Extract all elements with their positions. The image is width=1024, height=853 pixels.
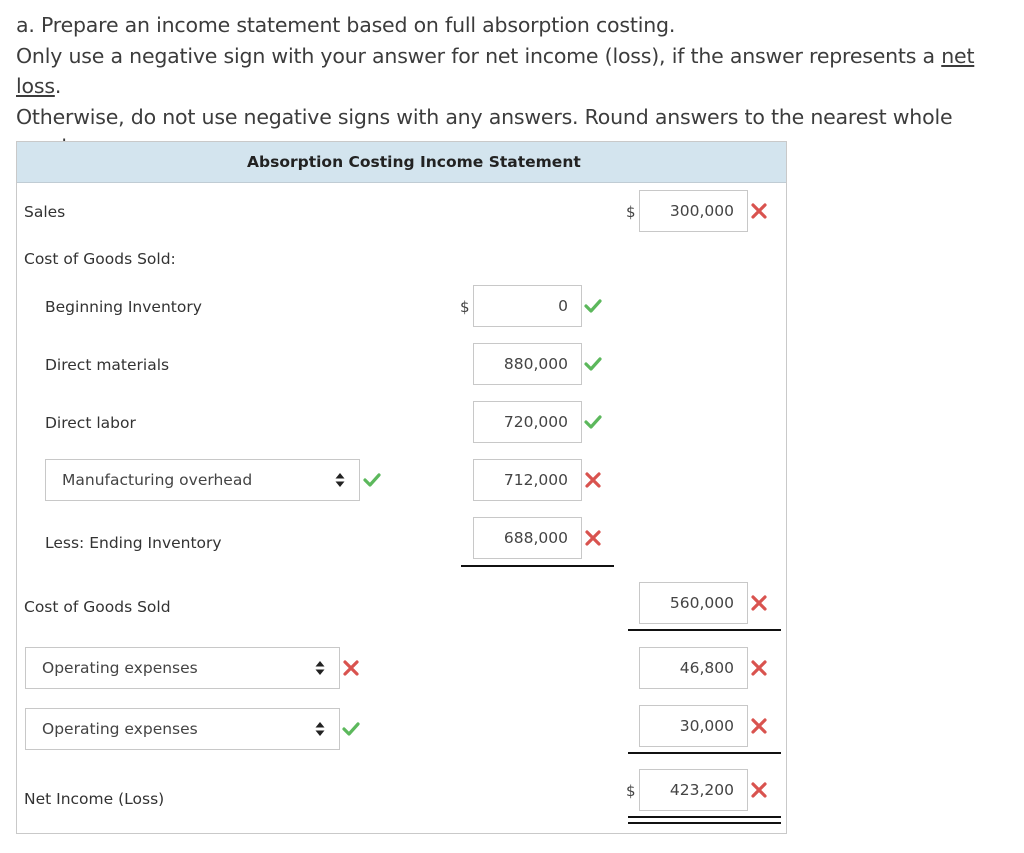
table-header xyxy=(17,142,786,183)
table-title: Absorption Costing Income Statement xyxy=(247,153,581,171)
operating-expenses-select-2[interactable] xyxy=(25,708,340,750)
ending-inventory-input[interactable]: 688,000 xyxy=(473,517,582,559)
expenses-total-rule xyxy=(628,752,781,754)
operating-expenses-2-input[interactable]: 30,000 xyxy=(639,705,748,747)
manufacturing-overhead-input[interactable]: 712,000 xyxy=(473,459,582,501)
beginning-inventory-correct-icon xyxy=(584,298,602,314)
select-arrows-icon xyxy=(315,721,325,737)
sales-dollar-sign: $ xyxy=(626,203,636,221)
net-loss-emphasis: net loss xyxy=(16,43,975,98)
sales-incorrect-icon xyxy=(750,203,768,219)
net-income-double-rule-top xyxy=(628,816,781,818)
cogs-total-rule xyxy=(628,629,781,631)
select-arrows-icon xyxy=(315,660,325,676)
select-arrows-icon xyxy=(335,472,345,488)
instruction-line-2-text: Only use a negative sign with your answer for net income (loss), if the answer represents a xyxy=(16,43,942,68)
operating-expenses-select-1-incorrect-icon xyxy=(342,660,360,676)
operating-expenses-1-incorrect-icon xyxy=(750,660,768,676)
manufacturing-overhead-select[interactable] xyxy=(45,459,360,501)
direct-materials-label: Direct materials xyxy=(45,356,170,374)
operating-expenses-select-2-value: Operating expenses xyxy=(42,720,198,738)
manufacturing-overhead-incorrect-icon xyxy=(584,472,602,488)
net-income-double-rule-bottom xyxy=(628,822,781,824)
operating-expenses-1-input[interactable]: 46,800 xyxy=(639,647,748,689)
income-statement-table xyxy=(16,141,787,834)
cogs-total-incorrect-icon xyxy=(750,595,768,611)
cogs-total-input[interactable]: 560,000 xyxy=(639,582,748,624)
beginning-inventory-label: Beginning Inventory xyxy=(45,298,202,316)
operating-expenses-select-1-value: Operating expenses xyxy=(42,659,198,677)
net-income-incorrect-icon xyxy=(750,782,768,798)
direct-labor-input[interactable]: 720,000 xyxy=(473,401,582,443)
instruction-line-2 xyxy=(16,41,1016,102)
operating-expenses-2-incorrect-icon xyxy=(750,718,768,734)
cogs-header-label: Cost of Goods Sold: xyxy=(24,250,176,268)
beginning-inventory-input[interactable]: 0 xyxy=(473,285,582,327)
direct-materials-input[interactable]: 880,000 xyxy=(473,343,582,385)
direct-materials-correct-icon xyxy=(584,356,602,372)
direct-labor-correct-icon xyxy=(584,414,602,430)
direct-labor-label: Direct labor xyxy=(45,414,136,432)
ending-inventory-label: Less: Ending Inventory xyxy=(45,534,222,552)
instruction-line-1: a. Prepare an income statement based on full absorption costing. xyxy=(16,13,676,37)
beginning-inventory-dollar-sign: $ xyxy=(460,298,470,316)
operating-expenses-select-1[interactable] xyxy=(25,647,340,689)
sales-input[interactable]: 300,000 xyxy=(639,190,748,232)
net-income-label: Net Income (Loss) xyxy=(24,790,165,808)
operating-expenses-select-2-correct-icon xyxy=(342,721,360,737)
sales-label: Sales xyxy=(24,203,66,221)
cogs-total-label: Cost of Goods Sold xyxy=(24,598,171,616)
manufacturing-overhead-select-correct-icon xyxy=(363,472,381,488)
cogs-subtotal-rule xyxy=(461,565,614,567)
instruction-line-3: Otherwise, do not use negative signs with any answers. Round answers to the nearest whole xyxy=(16,104,953,129)
net-income-input[interactable]: 423,200 xyxy=(639,769,748,811)
ending-inventory-incorrect-icon xyxy=(584,530,602,546)
manufacturing-overhead-select-value: Manufacturing overhead xyxy=(62,471,253,489)
net-income-dollar-sign: $ xyxy=(626,782,636,800)
instruction-line-2-end: . xyxy=(54,74,62,98)
